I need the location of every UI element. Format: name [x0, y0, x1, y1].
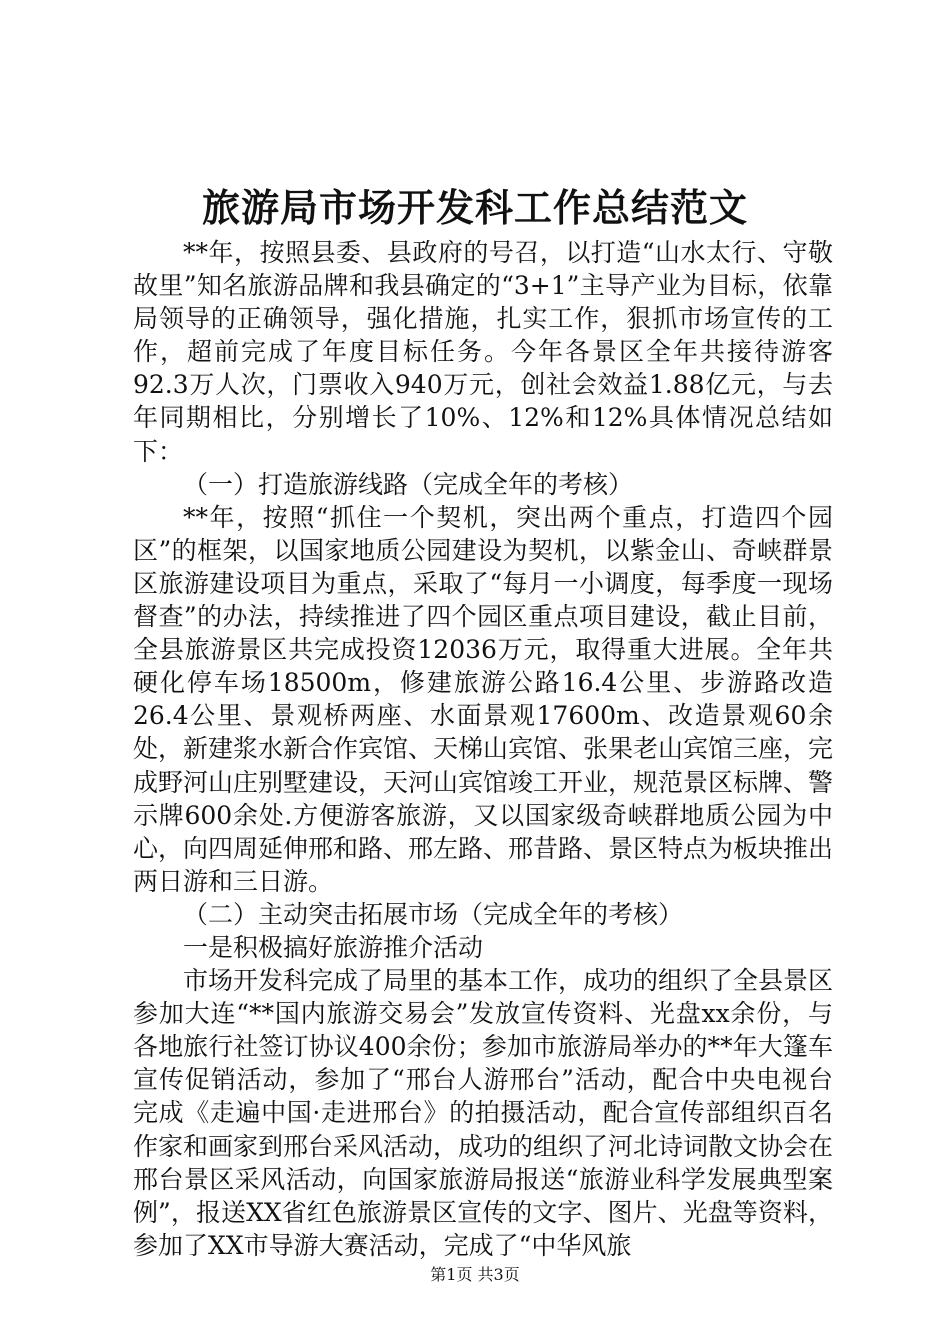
intro-paragraph: **年，按照县委、县政府的号召，以打造“山水太行、守敬故里”知名旅游品牌和我县确定的“3+1”主导产业为目标，依靠局领导的正确领导，强化措施，扎实工作，狠抓市场宣传的工作，超前完成了年度目标任务。今年各景区全年共接待游客92.3万人次，门票收入940万元，创社会效益1.88亿元，与去年同期相比，分别增长了10%、12%和12%具体情况总结如下：: [133, 238, 833, 466]
page-number: 第1页 共3页: [430, 1265, 520, 1284]
document-title: 旅游局市场开发科工作总结范文: [201, 185, 748, 230]
document-body: [133, 236, 833, 1262]
section-1-paragraph: **年，按照“抓住一个契机，突出两个重点，打造四个园区”的框架，以国家地质公园建设为契机，以紫金山、奇峡群景区旅游建设项目为重点，采取了“每月一小调度，每季度一现场督查”的办法，持续推进了四个园区重点项目建设，截止目前，全县旅游景区共完成投资12036万元，取得重大进展。全年共硬化停车场18500m，修建旅游公路16.4公里、步游路改造26.4公里、景观桥两座、水面景观17600m、改造景观60余处，新建浆水新合作宾馆、天梯山宾馆、张果老山宾馆三座，完成野河山庄别墅建设，天河山宾馆竣工开业，规范景区标牌、警示牌600余处.方便游客旅游，又以国家级奇峡群地质公园为中心，向四周延伸邢和路、邢左路、邢昔路、景区特点为板块推出两日游和三日游。: [133, 502, 834, 896]
section-2-paragraph: 市场开发科完成了局里的基本工作，成功的组织了全县景区参加大连“**国内旅游交易会”发放宣传资料、光盘xx余份，与各地旅行社签订协议400余份；参加市旅游局举办的**年大篷车宣传促销活动，参加了“邢台人游邢台”活动，配合中央电视台完成《走遍中国·走进邢台》的拍摄活动，配合宣传部组织百名作家和画家到邢台采风活动，成功的组织了河北诗词散文协会在邢台景区采风活动，向国家旅游局报送“旅游业科学发展典型案例”，报送XX省红色旅游景区宣传的文字、图片、光盘等资料，参加了XX市导游大赛活动，完成了“中华风旅: [133, 966, 834, 1260]
section-heading-1: （一）打造旅游线路（完成全年的考核）: [183, 469, 634, 499]
section-heading-2: （二）主动突击拓展市场（完成全年的考核）: [183, 899, 684, 929]
subsection-heading: 一是积极搞好旅游推介活动: [183, 932, 484, 962]
